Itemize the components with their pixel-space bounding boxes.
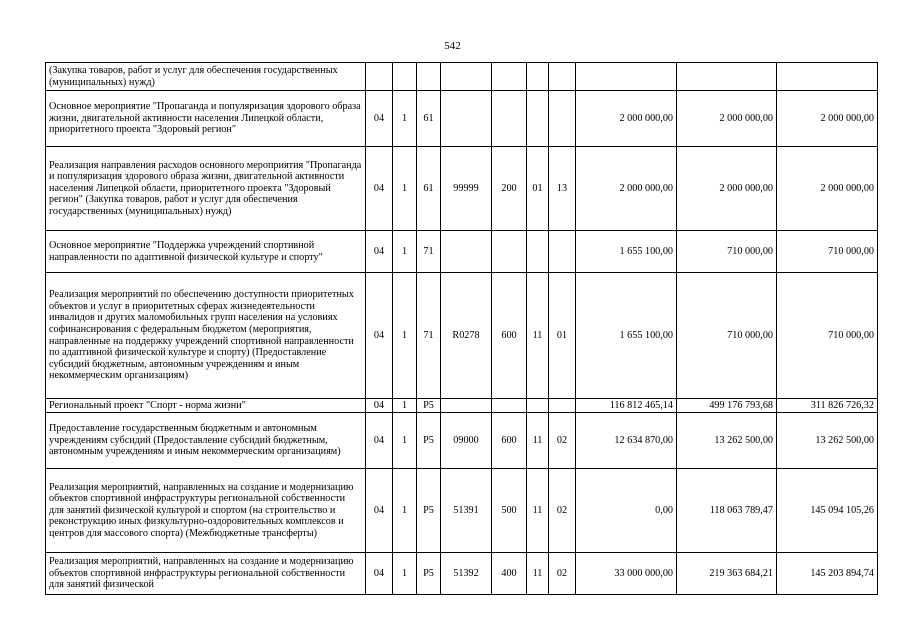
amount-year-2: 710 000,00	[677, 231, 777, 273]
page-number: 542	[444, 40, 461, 52]
expense-type-code: 500	[492, 469, 527, 553]
table-row	[46, 231, 878, 273]
amount-year-1: 33 000 000,00	[576, 553, 677, 595]
amount-year-2	[677, 63, 777, 91]
program-code: 04	[366, 147, 393, 231]
subsection-code: 13	[549, 147, 576, 231]
table-row	[46, 147, 878, 231]
direction-code: 51392	[441, 553, 492, 595]
row-description: Реализация мероприятий по обеспечению доступности приоритетных объектов и услуг в приоритетных сферах жизнедеятельности инвалидов и других маломобильных групп населения на условиях софинансирования с федеральным бюджетом (мероприятия, направленные на поддержку учреждений спортивной направленности по адаптивной физической культуре и спорту) (Предоставление субсидий бюджетным, автономным учреждениям и иным некоммерческим организациям)	[46, 273, 366, 399]
amount-year-3: 145 203 894,74	[777, 553, 878, 595]
amount-year-2: 499 176 793,68	[677, 399, 777, 413]
activity-code: P5	[417, 553, 441, 595]
amount-year-1: 1 655 100,00	[576, 231, 677, 273]
program-code: 04	[366, 273, 393, 399]
subsection-code: 02	[549, 553, 576, 595]
budget-table	[45, 62, 878, 595]
section-code: 11	[527, 469, 549, 553]
amount-year-2: 2 000 000,00	[677, 147, 777, 231]
amount-year-3: 13 262 500,00	[777, 413, 878, 469]
subsection-code: 01	[549, 273, 576, 399]
activity-code: P5	[417, 469, 441, 553]
subprogram-code: 1	[393, 147, 417, 231]
amount-year-2: 2 000 000,00	[677, 91, 777, 147]
row-description: Реализация мероприятий, направленных на создание и модернизацию объектов спортивной инфраструктуры региональной собственности для занятий физической культурой и спортом (на строительство и реконструкцию иных физкультурно-оздоровительных комплексов и центров для массового спорта) (Межбюджетные трансферты)	[46, 469, 366, 553]
program-code: 04	[366, 399, 393, 413]
activity-code: 61	[417, 91, 441, 147]
direction-code: R0278	[441, 273, 492, 399]
table-row	[46, 399, 878, 413]
direction-code: 09000	[441, 413, 492, 469]
subprogram-code: 1	[393, 413, 417, 469]
program-code: 04	[366, 231, 393, 273]
activity-code: P5	[417, 413, 441, 469]
row-description: Реализация мероприятий, направленных на создание и модернизацию объектов спортивной инфраструктуры региональной собственности для занятий физической	[46, 553, 366, 595]
amount-year-2: 710 000,00	[677, 273, 777, 399]
program-code: 04	[366, 553, 393, 595]
amount-year-1: 0,00	[576, 469, 677, 553]
amount-year-3: 2 000 000,00	[777, 147, 878, 231]
row-description: Предоставление государственным бюджетным и автономным учреждениям субсидий (Предоставление субсидий бюджетным, автономным учреждениям и иным некоммерческим организациям)	[46, 413, 366, 469]
expense-type-code: 200	[492, 147, 527, 231]
amount-year-3: 311 826 726,32	[777, 399, 878, 413]
direction-code	[441, 63, 492, 91]
section-code	[527, 399, 549, 413]
row-description: Основное мероприятие "Поддержка учреждений спортивной направленности по адаптивной физической культуре и спорту"	[46, 231, 366, 273]
amount-year-3: 145 094 105,26	[777, 469, 878, 553]
section-code: 11	[527, 273, 549, 399]
table-row	[46, 273, 878, 399]
direction-code: 51391	[441, 469, 492, 553]
table-row	[46, 91, 878, 147]
amount-year-1: 1 655 100,00	[576, 273, 677, 399]
program-code: 04	[366, 91, 393, 147]
section-code: 01	[527, 147, 549, 231]
subprogram-code: 1	[393, 231, 417, 273]
program-code	[366, 63, 393, 91]
amount-year-2: 118 063 789,47	[677, 469, 777, 553]
expense-type-code	[492, 399, 527, 413]
activity-code: P5	[417, 399, 441, 413]
table-row	[46, 553, 878, 595]
subprogram-code: 1	[393, 273, 417, 399]
direction-code: 99999	[441, 147, 492, 231]
activity-code	[417, 63, 441, 91]
program-code: 04	[366, 413, 393, 469]
subprogram-code: 1	[393, 399, 417, 413]
expense-type-code: 600	[492, 413, 527, 469]
amount-year-3	[777, 63, 878, 91]
direction-code	[441, 231, 492, 273]
section-code	[527, 231, 549, 273]
subprogram-code	[393, 63, 417, 91]
activity-code: 71	[417, 231, 441, 273]
row-description: Региональный проект "Спорт - норма жизни"	[46, 399, 366, 413]
row-description: (Закупка товаров, работ и услуг для обеспечения государственных (муниципальных) нужд)	[46, 63, 366, 91]
table-row	[46, 63, 878, 91]
subsection-code	[549, 231, 576, 273]
subsection-code	[549, 399, 576, 413]
amount-year-1: 12 634 870,00	[576, 413, 677, 469]
section-code: 11	[527, 553, 549, 595]
program-code: 04	[366, 469, 393, 553]
row-description: Основное мероприятие "Пропаганда и популяризация здорового образа жизни, двигательной активности населения Липецкой области, приоритетного проекта "Здоровый регион"	[46, 91, 366, 147]
subprogram-code: 1	[393, 91, 417, 147]
section-code	[527, 63, 549, 91]
amount-year-2: 13 262 500,00	[677, 413, 777, 469]
subprogram-code: 1	[393, 553, 417, 595]
subsection-code	[549, 91, 576, 147]
direction-code	[441, 91, 492, 147]
direction-code	[441, 399, 492, 413]
subsection-code	[549, 63, 576, 91]
subprogram-code: 1	[393, 469, 417, 553]
amount-year-3: 2 000 000,00	[777, 91, 878, 147]
expense-type-code: 400	[492, 553, 527, 595]
subsection-code: 02	[549, 413, 576, 469]
expense-type-code: 600	[492, 273, 527, 399]
amount-year-1: 2 000 000,00	[576, 147, 677, 231]
amount-year-2: 219 363 684,21	[677, 553, 777, 595]
amount-year-1: 116 812 465,14	[576, 399, 677, 413]
amount-year-3: 710 000,00	[777, 273, 878, 399]
amount-year-1	[576, 63, 677, 91]
section-code	[527, 91, 549, 147]
expense-type-code	[492, 231, 527, 273]
row-description: Реализация направления расходов основного мероприятия "Пропаганда и популяризация здорового образа жизни, двигательной активности населения Липецкой области, приоритетного проекта "Здоровый регион" (Закупка товаров, работ и услуг для обеспечения государственных (муниципальных) нужд)	[46, 147, 366, 231]
section-code: 11	[527, 413, 549, 469]
activity-code: 61	[417, 147, 441, 231]
amount-year-3: 710 000,00	[777, 231, 878, 273]
table-row	[46, 469, 878, 553]
subsection-code: 02	[549, 469, 576, 553]
expense-type-code	[492, 63, 527, 91]
activity-code: 71	[417, 273, 441, 399]
expense-type-code	[492, 91, 527, 147]
table-row	[46, 413, 878, 469]
amount-year-1: 2 000 000,00	[576, 91, 677, 147]
